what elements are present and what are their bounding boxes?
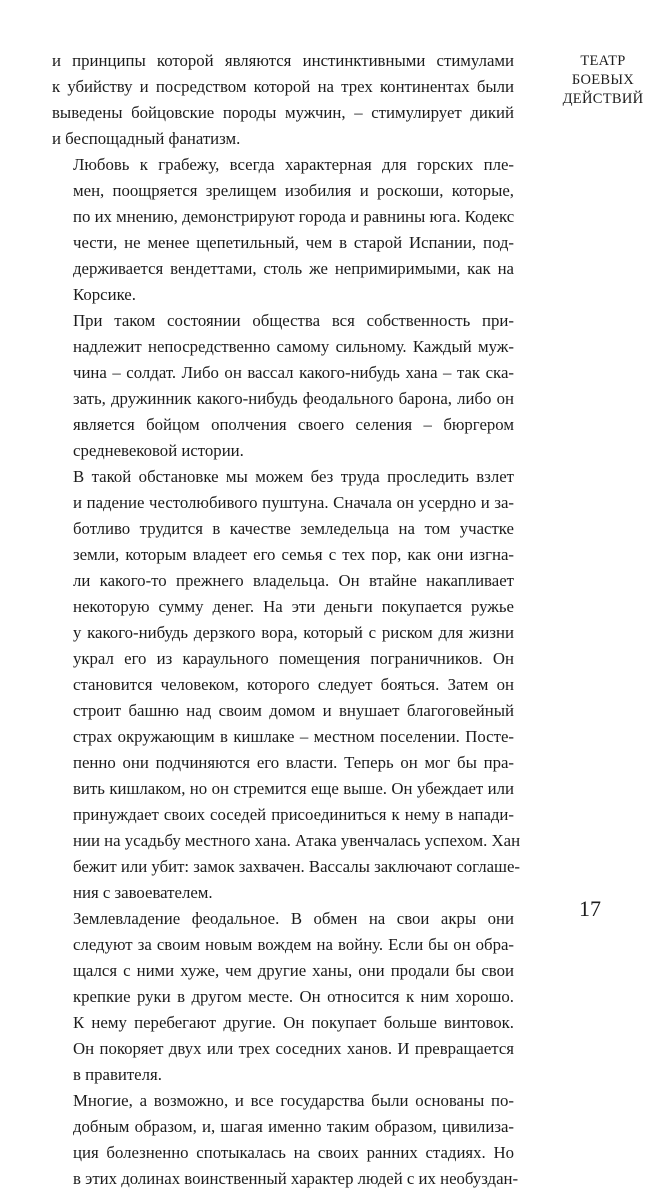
text-line: страх окружающим в кишлаке – местном поселении. Посте-: [73, 727, 514, 746]
text-line: нии на усадьбу местного хана. Атака увенчалась успехом. Хан: [73, 831, 521, 850]
text-line: украл его из караульного помещения пограничников. Он: [73, 649, 514, 668]
text-line: Многие, а возможно, и все государства были основаны по-: [73, 1091, 514, 1110]
text-line: пенно они подчиняются его власти. Теперь он мог бы пра-: [73, 753, 514, 772]
paragraph-2: [52, 152, 514, 308]
text-line: держивается вендеттами, столь же непримиримыми, как на: [73, 259, 514, 278]
text-line: щался с ними хуже, чем другие ханы, они продали бы свои: [73, 961, 514, 980]
paragraph-1: [52, 48, 514, 152]
text-line: чина – солдат. Либо он вассал какого-нибудь хана – так ска-: [73, 363, 514, 382]
text-line: ли какого-то прежнего владельца. Он втайне накапливает: [73, 571, 514, 590]
text-line: ция болезненно спотыкалась на своих ранних стадиях. Но: [73, 1143, 514, 1162]
text-line: является бойцом ополчения своего селения – бюргером: [73, 415, 514, 434]
text-line: ния с завоевателем.: [73, 883, 213, 902]
text-line: вить кишлаком, но он стремится еще выше. Он убеждает или: [73, 779, 514, 798]
text-line: некоторую сумму денег. На эти деньги покупается ружье: [73, 597, 514, 616]
text-line: земли, которым владеет его семья с тех пор, как они изгна-: [73, 545, 514, 564]
text-line: Любовь к грабежу, всегда характерная для горских пле-: [73, 155, 514, 174]
text-line: и принципы которой являются инстинктивными стимулами: [52, 51, 514, 70]
running-head-line: БОЕВЫХ: [571, 72, 635, 88]
text-line: добным образом, и, шагая именно таким образом, цивилиза-: [73, 1117, 514, 1136]
text-line: зать, дружинник какого-нибудь феодального барона, либо он: [73, 389, 514, 408]
text-line: строит башню над своим домом и внушает благоговейный: [73, 701, 514, 720]
text-line: и беспощадный фанатизм.: [52, 129, 241, 148]
text-line: по их мнению, демонстрируют города и равнины юга. Кодекс: [73, 207, 515, 226]
text-line: к убийству и посредством которой на трех континентах были: [52, 77, 514, 96]
paragraph-6: [52, 1088, 519, 1192]
text-line: в правителя.: [73, 1065, 162, 1084]
text-line: ботливо трудится в качестве земледельца на том участке: [73, 519, 514, 538]
text-line: крепкие руки в другом месте. Он относится к ним хорошо.: [73, 987, 514, 1006]
text-line: чести, не менее щепетильный, чем в старой Испании, под-: [73, 233, 514, 252]
text-line: При таком состоянии общества вся собственность при-: [73, 311, 514, 330]
text-line: принуждает своих соседей присоединиться к нему в напади-: [73, 805, 514, 824]
text-line: Землевладение феодальное. В обмен на свои акры они: [73, 909, 514, 928]
text-line: Он покоряет двух или трех соседних ханов. И превращается: [73, 1039, 514, 1058]
text-line: мен, поощряется зрелищем изобилия и роскоши, которые,: [73, 181, 514, 200]
text-line: К нему перебегают другие. Он покупает больше винтовок.: [73, 1013, 514, 1032]
text-line: и падение честолюбивого пуштуна. Сначала он усердно и за-: [73, 493, 514, 512]
paragraph-5: [52, 906, 514, 1088]
paragraph-4: [52, 464, 521, 906]
text-line: у какого-нибудь дерзкого вора, который с риском для жизни: [73, 623, 514, 642]
paragraph-3: [52, 308, 514, 464]
text-line: становится человеком, которого следует бояться. Затем он: [73, 675, 514, 694]
text-line: средневековой истории.: [73, 441, 244, 460]
text-line: надлежит непосредственно самому сильному. Каждый муж-: [73, 337, 514, 356]
page-number: 17: [579, 896, 601, 921]
running-head-line: ТЕАТР: [580, 53, 626, 69]
running-head-line: ДЕЙСТВИЙ: [562, 91, 644, 107]
text-line: Корсике.: [73, 285, 136, 304]
text-line: бежит или убит: замок захвачен. Вассалы заключают соглаше-: [73, 857, 520, 876]
running-head: [550, 52, 656, 109]
text-line: следуют за своим новым вождем на войну. Если бы он обра-: [73, 935, 514, 954]
text-line: выведены бойцовские породы мужчин, – стимулирует дикий: [52, 103, 514, 122]
text-line: В такой обстановке мы можем без труда проследить взлет: [73, 467, 514, 486]
text-line: в этих долинах воинственный характер людей с их необуздан-: [73, 1169, 519, 1188]
body-text: [52, 48, 521, 1192]
